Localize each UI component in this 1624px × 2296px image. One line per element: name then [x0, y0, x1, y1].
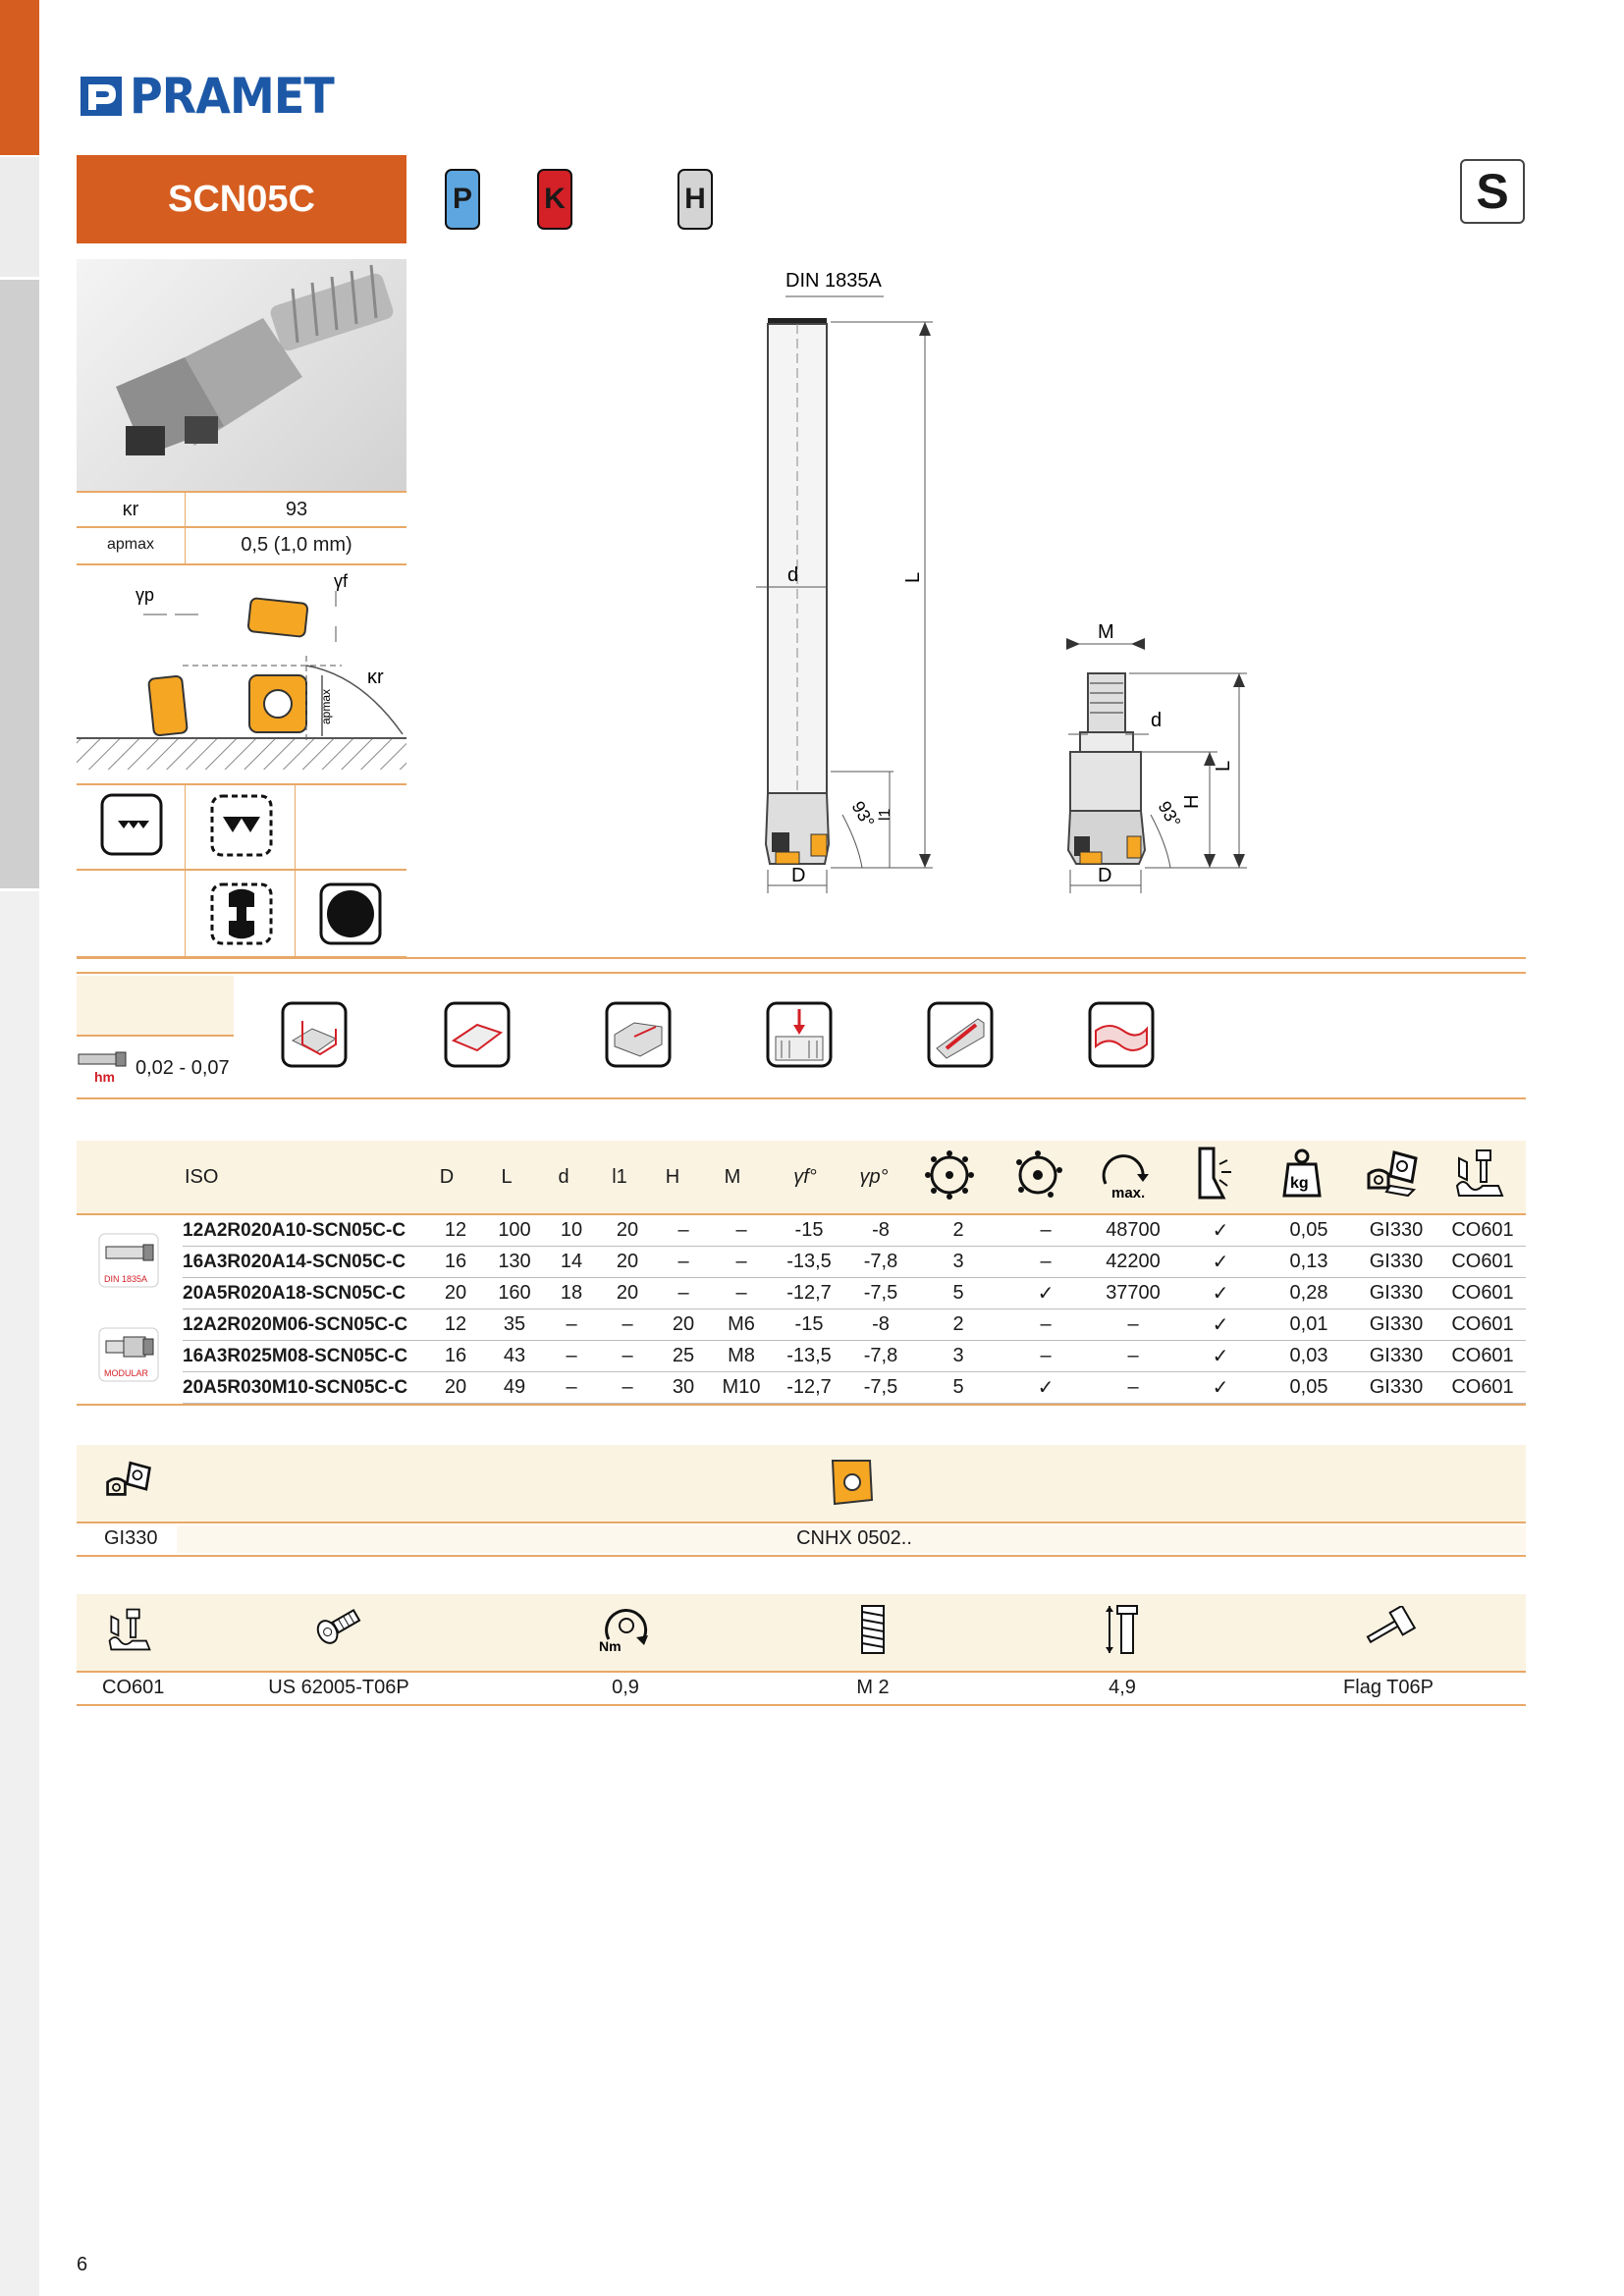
interrupted-cut-icon — [209, 881, 274, 946]
col-header-gamma-p: γp° — [859, 1166, 889, 1188]
divider — [185, 783, 186, 956]
divider — [295, 783, 296, 956]
contour-milling-icon — [1088, 1001, 1157, 1070]
drawing-label-D: D — [791, 865, 806, 886]
spare-table-header — [77, 1594, 1526, 1671]
divider — [77, 869, 406, 871]
table-row: 20A5R030M10-SCN05C-C 20 49 – – 30 M10 -12,7 -7,5 5 ✓ – ✓ 0,05 GI330 CO601 — [183, 1372, 1526, 1404]
side-tab-light-lower — [0, 891, 39, 2296]
svg-text:Nm: Nm — [599, 1638, 622, 1654]
ramping-icon — [927, 1001, 996, 1070]
teeth-count-icon — [923, 1148, 976, 1201]
shoulder-milling-icon — [605, 1001, 674, 1070]
divider — [77, 1704, 1526, 1706]
flag-key-icon — [1359, 1606, 1418, 1653]
screw-length-icon — [1104, 1602, 1143, 1657]
divider — [77, 563, 406, 565]
spec-symbol-apmax: apmax — [106, 536, 155, 553]
rough-machining-icon — [100, 793, 163, 856]
table-row: 16A3R025M08-SCN05C-C 16 43 – – 25 M8 -13,5 -7,8 3 – – ✓ 0,03 GI330 CO601 — [183, 1341, 1526, 1372]
divider — [77, 783, 406, 785]
pramet-logo-icon — [79, 75, 124, 118]
col-header-L: L — [501, 1166, 513, 1188]
table-row: 12A2R020M06-SCN05C-C 12 35 – – 20 M6 -15 -8 2 – – ✓ 0,01 GI330 CO601 — [183, 1309, 1526, 1341]
col-header-M: M — [724, 1166, 741, 1188]
svg-text:max.: max. — [1111, 1185, 1146, 1201]
material-k-badge: K — [537, 169, 572, 230]
product-title: SCN05C — [77, 155, 406, 243]
brand-logo — [79, 68, 352, 125]
diagram-label-kappa: κr — [367, 667, 384, 688]
modular-connection-icon — [98, 1327, 159, 1382]
spare-length: 4,9 — [1109, 1677, 1136, 1698]
din-1835a-shank-icon — [98, 1233, 159, 1288]
drawing-label-H: H — [1181, 794, 1203, 809]
col-header-H: H — [665, 1166, 680, 1188]
insert-code: GI330 — [104, 1527, 158, 1549]
drawing-label-d: d — [787, 564, 799, 586]
insert-top-view-icon — [247, 598, 307, 637]
table-row: 12A2R020A10-SCN05C-C 12 100 10 20 – – -15 -8 2 – 48700 ✓ 0,05 GI330 CO601 — [183, 1215, 1526, 1247]
feed-per-tooth-icon — [77, 1050, 128, 1086]
differential-pitch-icon — [1011, 1148, 1064, 1201]
diagram-label-apmax: apmax — [319, 688, 333, 724]
tool-type-badge: S — [1460, 159, 1525, 224]
continuous-cut-icon — [318, 881, 383, 946]
insert-side-left-icon — [148, 675, 188, 735]
torx-screw-icon — [312, 1606, 367, 1653]
divider — [77, 1035, 234, 1037]
diagram-label-gamma-p: γp — [135, 585, 155, 605]
product-photo — [77, 259, 406, 491]
side-tab-light — [0, 157, 39, 277]
insert-front-view-icon — [249, 675, 306, 732]
face-milling-icon — [281, 1001, 350, 1070]
divider — [77, 1097, 1526, 1099]
feed-value: 0,02 - 0,07 — [135, 1056, 230, 1079]
svg-text:DIN 1835A: DIN 1835A — [104, 1274, 148, 1284]
svg-text:kg: kg — [1290, 1175, 1309, 1192]
side-tab-grey — [0, 280, 39, 888]
drawing-label-D-modular: D — [1098, 865, 1112, 886]
insert-table-header — [77, 1445, 1526, 1522]
material-h-badge: H — [677, 169, 713, 230]
plunging-icon — [766, 1001, 835, 1070]
max-rpm-icon — [1096, 1148, 1155, 1201]
table-row: 16A3R020A14-SCN05C-C 16 130 14 20 – – -13,5 -7,8 3 – 42200 ✓ 0,13 GI330 CO601 — [183, 1247, 1526, 1278]
drawing-label-L-modular: L — [1213, 760, 1234, 772]
insert-geometry-diagram — [77, 567, 406, 775]
drawing-label-d-modular: d — [1151, 710, 1163, 731]
brand-name: PRAMET — [130, 68, 334, 125]
divider — [77, 1555, 1526, 1557]
coolant-icon — [1194, 1145, 1237, 1201]
drawing-label-din: DIN 1835A — [785, 270, 882, 292]
spare-torque: 0,9 — [612, 1677, 639, 1698]
tightening-torque-icon — [597, 1604, 652, 1655]
col-header-l1: l1 — [612, 1166, 627, 1188]
diagram-label-gamma-f: γf — [334, 571, 349, 591]
clamping-screw-icon — [106, 1604, 153, 1655]
insert-icon — [1365, 1147, 1420, 1200]
spare-code: CO601 — [102, 1677, 165, 1698]
slot-milling-icon — [444, 1001, 513, 1070]
spare-thread: M 2 — [856, 1677, 890, 1698]
medium-machining-icon — [209, 793, 274, 858]
divider — [77, 957, 1526, 959]
insert-cnhx-icon — [827, 1457, 876, 1508]
material-p-badge: P — [445, 169, 480, 230]
clamping-screw-icon — [1453, 1147, 1506, 1200]
feed-header-cell — [77, 976, 234, 1035]
col-header-d: d — [558, 1166, 569, 1188]
drawing-label-L: L — [902, 571, 924, 583]
table-row: 20A5R020A18-SCN05C-C 20 160 18 20 – – -12,7 -7,5 5 ✓ 37700 ✓ 0,28 GI330 CO601 — [183, 1278, 1526, 1309]
tool-dimension-drawings — [756, 265, 1267, 893]
drawing-label-M: M — [1098, 621, 1114, 643]
weight-icon — [1282, 1147, 1322, 1200]
drawing-label-l1: l1 — [877, 808, 893, 821]
divider — [77, 1522, 1526, 1523]
side-tab-orange — [0, 0, 39, 155]
feed-cell — [77, 1044, 234, 1092]
svg-text:MODULAR: MODULAR — [104, 1368, 149, 1378]
divider — [77, 1671, 1526, 1673]
insert-value: CNHX 0502.. — [796, 1527, 912, 1549]
spare-screw: US 62005-T06P — [268, 1677, 409, 1698]
drawing-label-angle: 93° — [847, 797, 879, 831]
thread-icon — [856, 1602, 890, 1657]
product-table — [183, 1215, 1526, 1404]
col-header-D: D — [439, 1166, 455, 1188]
drawing-label-angle-modular: 93° — [1154, 797, 1185, 831]
svg-text:hm: hm — [94, 1069, 115, 1085]
page-number: 6 — [77, 2254, 88, 2275]
spec-symbol-kappa: κr — [122, 498, 139, 520]
divider — [77, 1404, 1526, 1406]
divider — [77, 972, 1526, 974]
spec-value-kappa: 93 — [285, 498, 308, 520]
col-header-gamma-f: γf° — [793, 1166, 817, 1188]
spec-value-apmax: 0,5 (1,0 mm) — [241, 533, 352, 556]
insert-icon — [104, 1457, 153, 1506]
spare-key: Flag T06P — [1343, 1677, 1434, 1698]
col-header-iso: ISO — [185, 1166, 219, 1188]
